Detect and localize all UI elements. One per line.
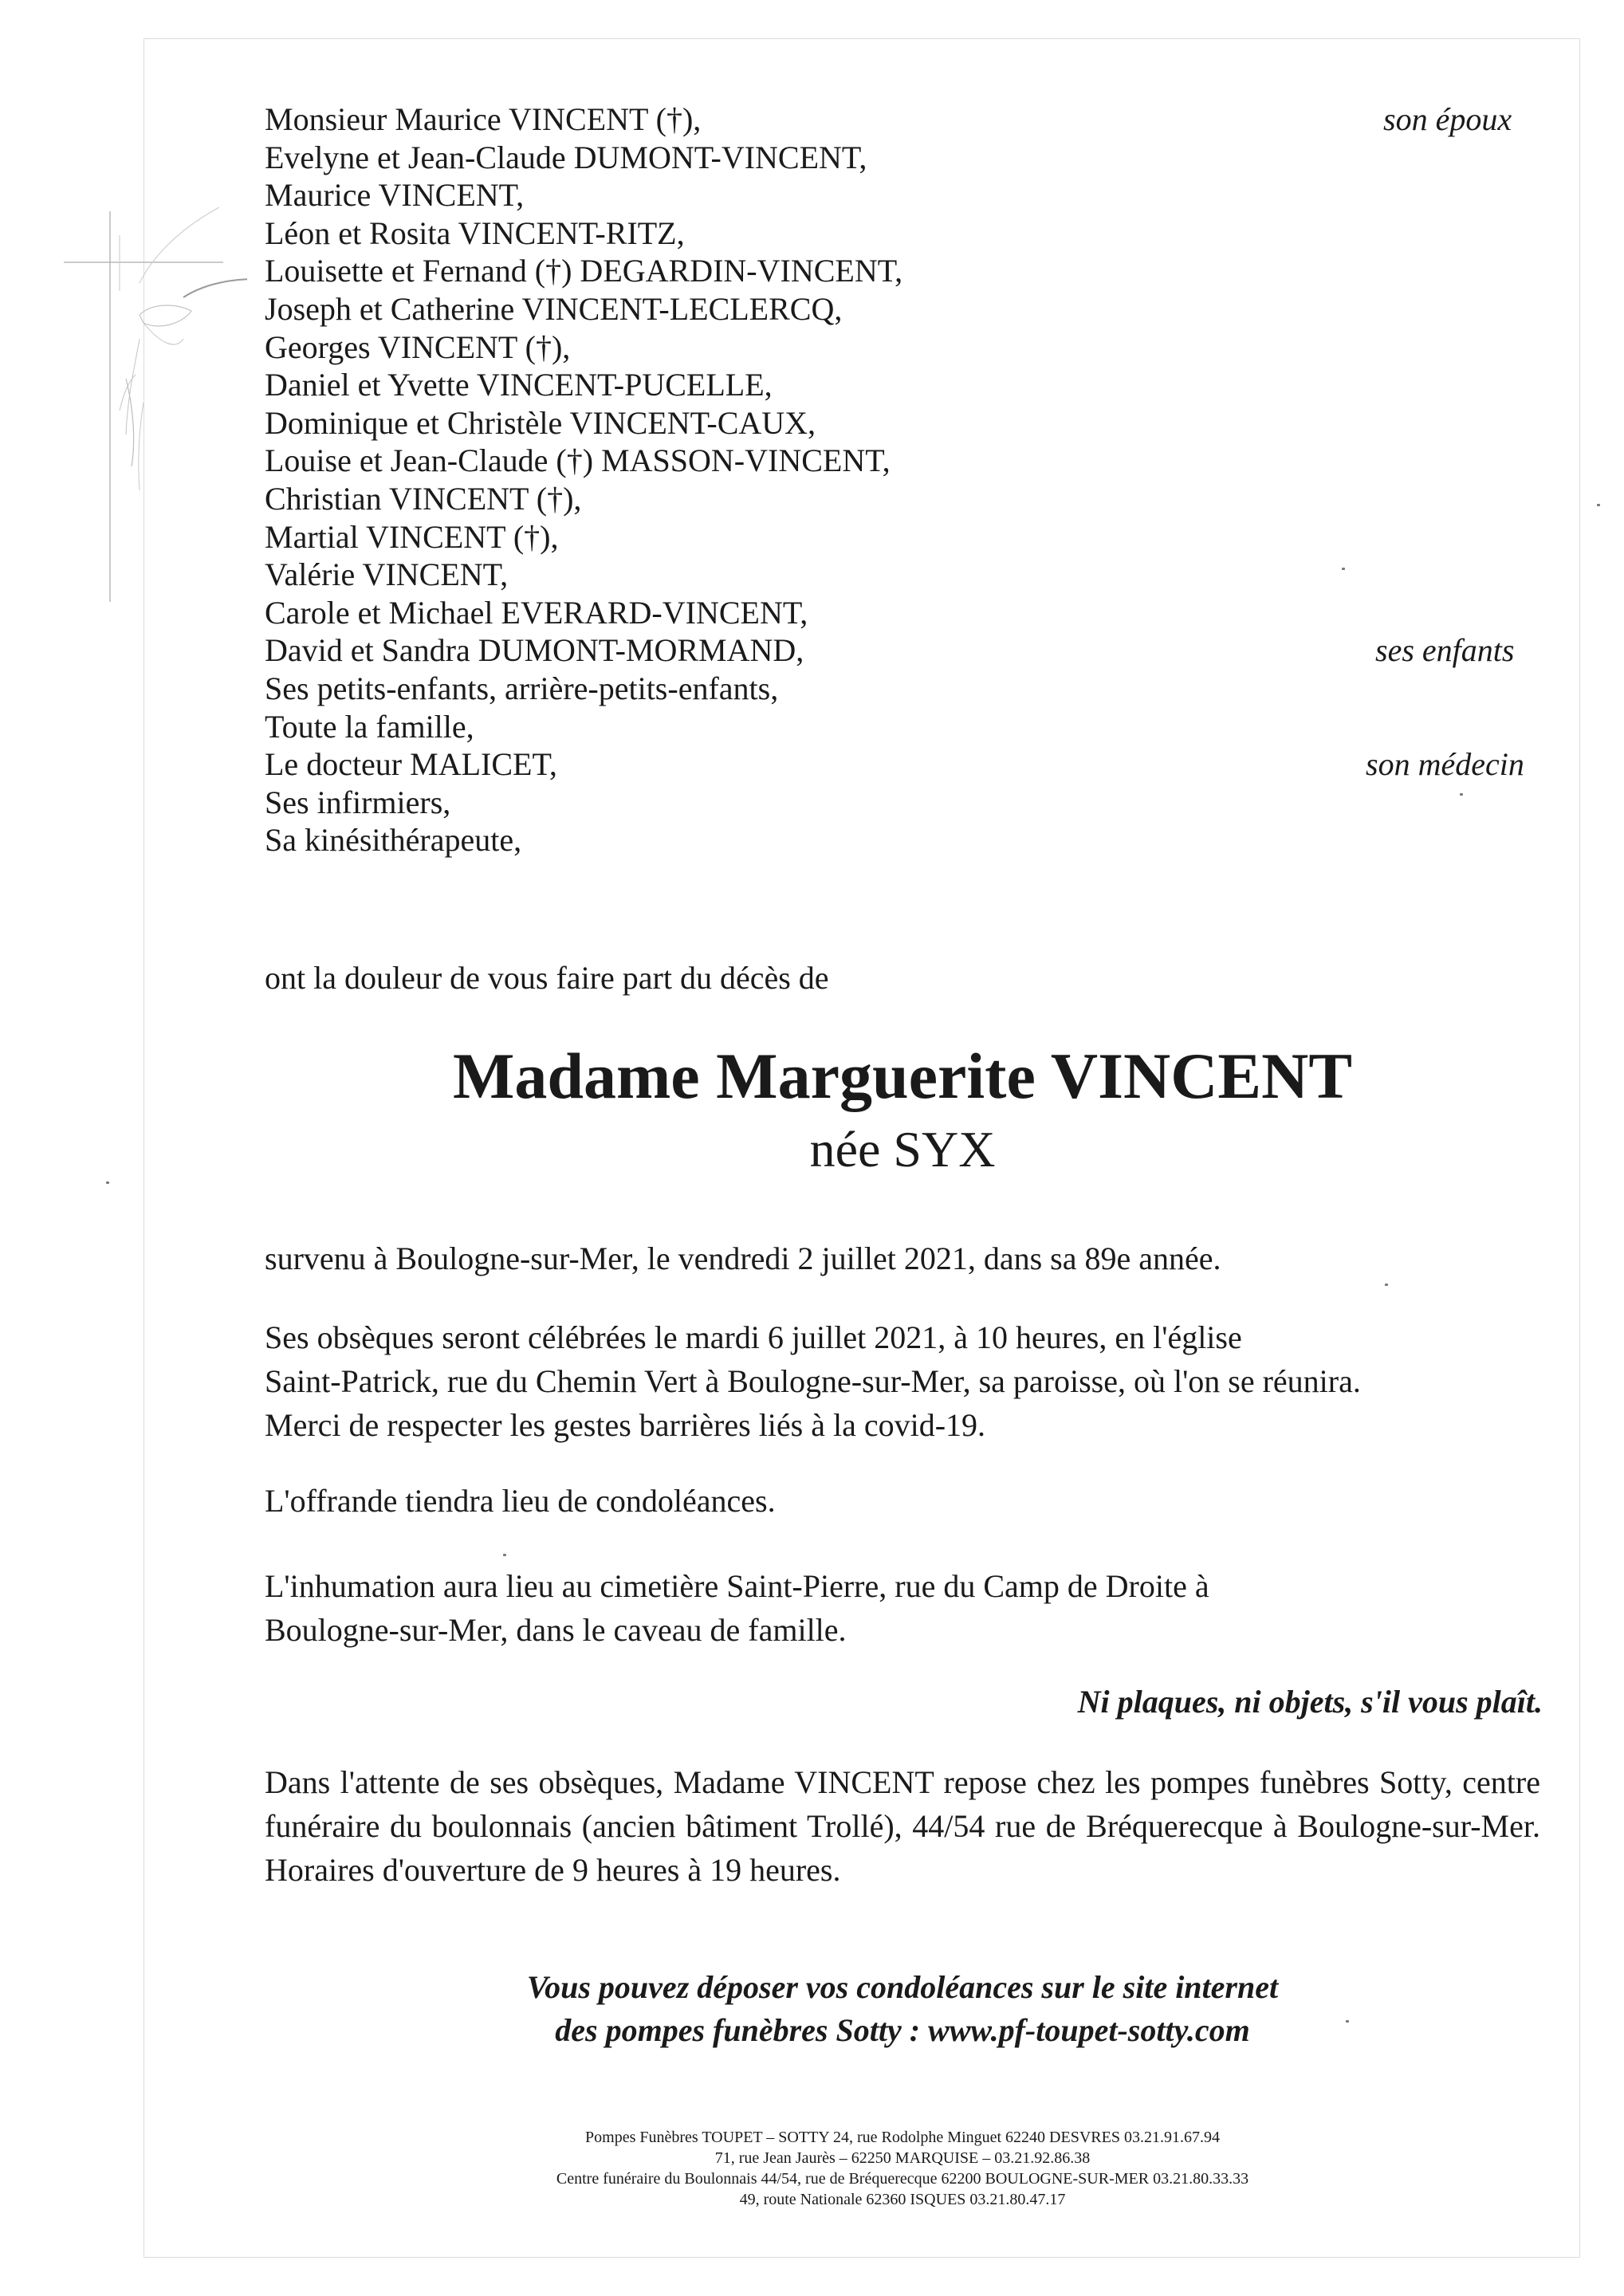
scan-speck (1597, 504, 1600, 506)
scan-speck (1346, 2020, 1349, 2023)
footer-line: Centre funéraire du Boulonnais 44/54, rue de Bréquerecque 62200 BOULOGNE-SUR-MER 03.21.80.33.33 (556, 2170, 1249, 2188)
family-member: David et Sandra DUMONT-MORMAND, ses enfants (265, 632, 1515, 669)
family-member: Sa kinésithérapeute, (265, 822, 522, 859)
repose-details: Dans l'attente de ses obsèques, Madame VINCENT repose chez les pompes funèbres Sotty, centre funéraire du boulonnais (ancien bâtiment Trollé), 44/54 rue de Bréquerecque à Boulogne-sur-Mer. Horaires d'ouverture de 9 heures à 19 heures. (265, 1764, 1540, 1888)
family-member: Monsieur Maurice VINCENT (†), son époux (265, 101, 1512, 137)
burial-details (265, 1564, 1540, 1652)
death-details: survenu à Boulogne-sur-Mer, le vendredi 2 juillet 2021, dans sa 89e année. (265, 1240, 1221, 1276)
relation-label: ses enfants (1375, 632, 1515, 669)
relation-label: son époux (1383, 101, 1512, 137)
scan-speck (503, 1554, 506, 1556)
condolences-line: des pompes funèbres Sotty : www.pf-toupet-sotty.com (555, 2012, 1250, 2048)
family-member: Carole et Michael EVERARD-VINCENT, (265, 594, 808, 631)
funeral-home-footer (265, 2127, 1540, 2210)
family-member: Daniel et Yvette VINCENT-PUCELLE, (265, 367, 773, 403)
family-member: Christian VINCENT (†), (265, 480, 582, 517)
footer-line: Pompes Funèbres TOUPET – SOTTY 24, rue Rodolphe Minguet 62240 DESVRES 03.21.91.67.94 (585, 2129, 1220, 2146)
family-member: Martial VINCENT (†), (265, 518, 559, 555)
family-member: Joseph et Catherine VINCENT-LECLERCQ, (265, 290, 843, 327)
scan-speck (106, 1181, 109, 1184)
family-member: Louise et Jean-Claude (†) MASSON-VINCENT, (265, 442, 891, 479)
offering-note: L'offrande tiendra lieu de condoléances. (265, 1483, 776, 1519)
burial-line: Boulogne-sur-Mer, dans le caveau de famille. (265, 1612, 847, 1648)
funeral-line: Saint-Patrick, rue du Chemin Vert à Boulogne-sur-Mer, sa paroisse, où l'on se réunira. (265, 1363, 1361, 1399)
family-member: Ses petits-enfants, arrière-petits-enfants, (265, 670, 779, 706)
family-member: Valérie VINCENT, (265, 556, 509, 593)
relation-label: son médecin (1366, 746, 1524, 783)
family-member: Ses infirmiers, (265, 784, 451, 820)
funeral-details (265, 1315, 1540, 1447)
funeral-line: Merci de respecter les gestes barrières liés à la covid-19. (265, 1407, 986, 1443)
condolences-note (265, 1966, 1540, 2052)
deceased-name: Madame Marguerite VINCENT (452, 1040, 1353, 1112)
scan-speck (1385, 1284, 1388, 1286)
condolences-line: Vous pouvez déposer vos condoléances sur le site internet (526, 1969, 1279, 2005)
family-member: Toute la famille, (265, 708, 474, 745)
family-member: Léon et Rosita VINCENT-RITZ, (265, 214, 685, 251)
family-member: Maurice VINCENT, (265, 177, 525, 214)
footer-line: 71, rue Jean Jaurès – 62250 MARQUISE – 03.21.92.86.38 (714, 2149, 1091, 2167)
birth-name: née SYX (809, 1121, 996, 1177)
cross-lily-icon (64, 203, 247, 602)
no-flowers-note: Ni plaques, ni objets, s'il vous plaît. (1077, 1684, 1543, 1720)
family-member: Louisette et Fernand (†) DEGARDIN-VINCENT, (265, 253, 903, 289)
footer-line: 49, route Nationale 62360 ISQUES 03.21.80.47.17 (739, 2191, 1066, 2208)
family-member: Georges VINCENT (†), (265, 328, 571, 365)
scan-speck (1342, 568, 1345, 570)
family-member: Evelyne et Jean-Claude DUMONT-VINCENT, (265, 139, 867, 175)
family-member: Le docteur MALICET, son médecin (265, 746, 1524, 783)
burial-line: L'inhumation aura lieu au cimetière Saint-Pierre, rue du Camp de Droite à (265, 1568, 1209, 1604)
funeral-line: Ses obsèques seront célébrées le mardi 6 juillet 2021, à 10 heures, en l'église (265, 1319, 1242, 1355)
announcement-intro: ont la douleur de vous faire part du décès de (265, 960, 829, 996)
scan-speck (1460, 793, 1463, 796)
family-member: Dominique et Christèle VINCENT-CAUX, (265, 404, 816, 441)
family-list (265, 100, 1540, 859)
